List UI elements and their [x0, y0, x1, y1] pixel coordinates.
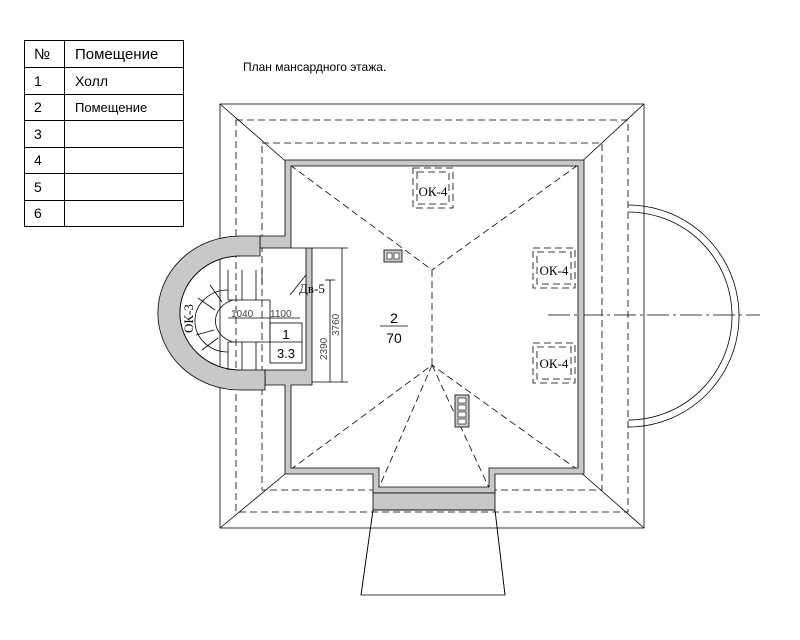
legend-row-name: Холл — [65, 68, 184, 95]
legend-row-num: 1 — [25, 68, 65, 95]
legend-row-num: 6 — [25, 200, 65, 227]
exterior-walls — [260, 160, 584, 493]
window-ok4-right-upper — [533, 248, 575, 288]
chimney-icon — [455, 395, 469, 427]
room-2-area: 70 — [386, 330, 402, 346]
window-ok3 — [181, 304, 196, 333]
door-label: Дв-5 — [299, 281, 325, 296]
dimension-label: 1040 — [231, 309, 254, 320]
plan-title: План мансардного этажа. — [243, 60, 387, 74]
legend-row-num: 3 — [25, 121, 65, 148]
window-label: ОК-4 — [539, 356, 569, 371]
legend-header-num: № — [25, 41, 65, 68]
dimension-label: 2390 — [319, 337, 330, 360]
window-label: ОК-3 — [181, 304, 196, 333]
room-2-label — [380, 310, 408, 346]
legend-row-num: 2 — [25, 94, 65, 121]
legend-row-num: 4 — [25, 147, 65, 174]
window-label: ОК-4 — [539, 263, 569, 278]
legend-row-name: Помещение — [65, 94, 184, 121]
entrance-porch — [361, 493, 505, 595]
dimension-label: 1100 — [270, 309, 292, 320]
balcony-arc — [628, 205, 739, 427]
legend-row-num: 5 — [25, 174, 65, 201]
window-ok4-top — [413, 168, 453, 208]
window-ok4-right-lower — [533, 343, 575, 383]
room-1-area: 3.3 — [276, 346, 296, 361]
vent-icon — [384, 250, 402, 262]
room-2-number: 2 — [390, 310, 398, 326]
room-1-number: 1 — [282, 327, 290, 342]
window-label: ОК-4 — [418, 184, 448, 199]
dimension-label: 3760 — [331, 313, 342, 336]
legend-header-name: Помещение — [65, 41, 184, 68]
room-1-label — [270, 323, 302, 363]
